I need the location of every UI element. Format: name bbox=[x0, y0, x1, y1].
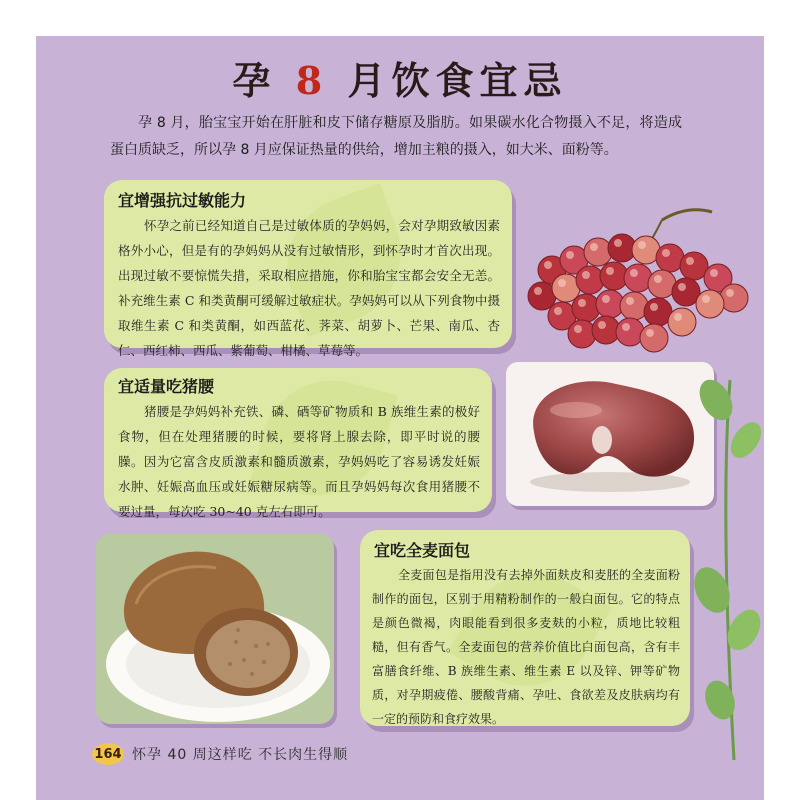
grape-highlight bbox=[638, 241, 646, 249]
grape bbox=[584, 238, 612, 266]
grape-highlight bbox=[598, 321, 606, 329]
grape-highlight bbox=[554, 307, 562, 315]
grape bbox=[668, 308, 696, 336]
grape bbox=[572, 294, 600, 322]
section-heading: 宜吃全麦面包 bbox=[374, 541, 471, 560]
grape-highlight bbox=[558, 279, 566, 287]
grape-highlight bbox=[626, 297, 634, 305]
grape-highlight bbox=[606, 267, 614, 275]
book-title: 怀孕 40 周这样吃 不长肉生得顺 bbox=[132, 747, 349, 763]
grape-highlight bbox=[702, 295, 710, 303]
grape bbox=[640, 324, 668, 352]
grape-highlight bbox=[674, 313, 682, 321]
plant-decoration bbox=[690, 360, 764, 760]
grape-highlight bbox=[662, 249, 670, 257]
grape-highlight bbox=[710, 269, 718, 277]
section-heading: 宜增强抗过敏能力 bbox=[118, 191, 247, 210]
intro-paragraph: 孕 8 月，胎宝宝开始在肝脏和皮下储存糖原及脂肪。如果碳水化合物摄入不足，将造成蛋白质缺乏，所以孕 8 月应保证热量的供给，增加主粮的摄入，如大米、面粉等。 bbox=[110, 115, 682, 158]
grape-highlight bbox=[566, 251, 574, 259]
pork-kidney-photo bbox=[506, 362, 714, 506]
grape-highlight bbox=[678, 283, 686, 291]
title-number: 8 bbox=[295, 58, 329, 103]
grape bbox=[624, 264, 652, 292]
section-card-pork-kidney bbox=[104, 368, 492, 519]
section-card-allergy bbox=[104, 180, 512, 358]
grape bbox=[720, 284, 748, 312]
grape-highlight bbox=[602, 295, 610, 303]
page-title bbox=[200, 50, 600, 105]
grape bbox=[696, 290, 724, 318]
grape-highlight bbox=[622, 323, 630, 331]
grape-highlight bbox=[574, 325, 582, 333]
page-number: 164 bbox=[92, 743, 124, 765]
grape-highlight bbox=[654, 275, 662, 283]
grape-highlight bbox=[544, 261, 552, 269]
whole-wheat-bread-photo bbox=[96, 534, 334, 724]
grapes-photo bbox=[512, 200, 752, 350]
section-body: 猪腰是孕妈妈补充铁、磷、硒等矿物质和 B 族维生素的极好食物，但在处理猪腰的时候，要将肾上腺去除，即平时说的腰臊。因为它富含皮质激素和髓质激素，孕妈妈吃了容易诱发妊娠水肿、妊娠高血压或妊娠糖尿病等。而且孕妈妈每次食用猪腰不要过量，每次吃 30~40 克左右即可。 bbox=[118, 404, 480, 519]
title-suffix: 月饮食宜忌 bbox=[347, 58, 568, 103]
grape-highlight bbox=[646, 329, 654, 337]
section-body: 全麦面包是指用没有去掉外面麸皮和麦胚的全麦面粉制作的面包，区别于用精粉制作的一般白面包。它的特点是颜色微褐，肉眼能看到很多麦麸的小粒，质地比较粗糙，但有香气。全麦面包的营养价值比白面包高，含有丰富膳食纤维、B 族维生素、维生素 E 以及锌、钾等矿物质，对孕期疲倦、腰酸背痛、孕吐、食欲差及皮肤病均有一定的预防和食疗效果。 bbox=[372, 568, 680, 726]
section-heading: 宜适量吃猪腰 bbox=[118, 377, 215, 396]
section-body: 怀孕之前已经知道自己是过敏体质的孕妈妈，会对孕期致敏因素格外小心，但是有的孕妈妈从没有过敏情形，到怀孕时才首次出现。出现过敏不要惊慌失措，采取相应措施，你和胎宝宝都会安全无恙。补充维生素 C 和类黄酮可缓解过敏症状。孕妈妈可以从下列食物中摄取维生素 C 和类黄酮，如西蓝花、荠菜、胡萝卜、芒果、南瓜、杏仁、西红柿、西瓜、紫葡萄、柑橘、草莓等。 bbox=[118, 218, 500, 358]
grape bbox=[616, 318, 644, 346]
title-prefix: 孕 bbox=[232, 58, 277, 103]
grape-highlight bbox=[614, 239, 622, 247]
page-footer bbox=[92, 742, 348, 766]
grape-highlight bbox=[578, 299, 586, 307]
grape bbox=[568, 320, 596, 348]
grape-highlight bbox=[582, 271, 590, 279]
section-card-whole-wheat-bread bbox=[360, 530, 690, 726]
grape bbox=[576, 266, 604, 294]
grape-highlight bbox=[534, 287, 542, 295]
grape-highlight bbox=[686, 257, 694, 265]
grape-highlight bbox=[650, 303, 658, 311]
grape-highlight bbox=[726, 289, 734, 297]
grape bbox=[620, 292, 648, 320]
grape-highlight bbox=[630, 269, 638, 277]
grape-highlight bbox=[590, 243, 598, 251]
